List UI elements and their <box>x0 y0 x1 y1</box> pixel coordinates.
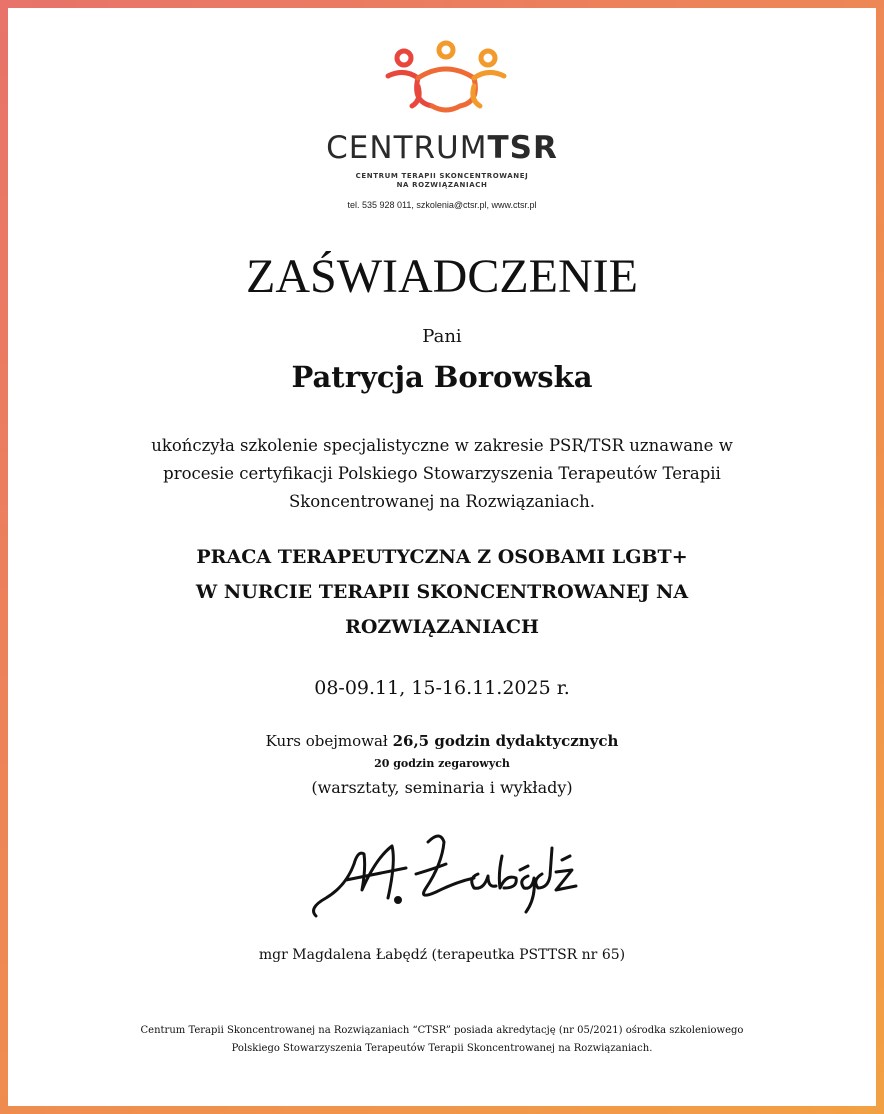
brand-subtitle <box>0 172 884 190</box>
certificate-title: ZAŚWIADCZENIE <box>246 250 638 303</box>
clock-hours: 20 godzin zegarowych <box>374 757 510 770</box>
footer-line: Polskiego Stowarzyszenia Terapeutów Terapii Skoncentrowanej na Rozwiązaniach. <box>231 1043 653 1054</box>
course-title-line: PRACA TERAPEUTYCZNA Z OSOBAMI LGBT+ <box>196 546 688 568</box>
brand-light: CENTRUM <box>326 130 488 166</box>
brand-bold: TSR <box>487 130 558 166</box>
hours-prefix: Kurs obejmował <box>265 732 393 750</box>
description-line: Skoncentrowanej na Rozwiązaniach. <box>288 492 596 511</box>
salutation: Pani <box>422 326 462 347</box>
course-hours <box>0 728 884 754</box>
course-title-line: ROZWIĄZANIACH <box>345 616 539 638</box>
description-line: procesie certyfikacji Polskiego Stowarzyszenia Terapeutów Terapii <box>163 464 721 483</box>
hours-value: 26,5 godzin dydaktycznych <box>392 732 619 750</box>
brand-subtitle-line2: NA ROZWIĄZANIACH <box>396 181 488 189</box>
handwritten-signature-icon <box>306 828 584 928</box>
three-people-logo-icon <box>382 40 510 116</box>
brand-subtitle-line1: CENTRUM TERAPII SKONCENTROWANEJ <box>355 172 529 180</box>
description-line: ukończyła szkolenie specjalistyczne w zakresie PSR/TSR uznawane w <box>151 436 733 455</box>
course-dates: 08-09.11, 15-16.11.2025 r. <box>314 677 570 699</box>
contact-info: tel. 535 928 011, szkolenia@ctsr.pl, www.ctsr.pl <box>347 200 537 210</box>
footer-line: Centrum Terapii Skoncentrowanej na Rozwiązaniach “CTSR” posiada akredytację (nr 05/2021) ośrodka szkoleniowego <box>140 1025 744 1036</box>
recipient-name: Patrycja Borowska <box>291 360 593 394</box>
brand-wordmark <box>0 128 884 168</box>
course-types: (warsztaty, seminaria i wykłady) <box>311 778 573 797</box>
course-title-line: W NURCIE TERAPII SKONCENTROWANEJ NA <box>195 581 689 603</box>
signer-name: mgr Magdalena Łabędź (terapeutka PSTTSR nr 65) <box>258 947 626 963</box>
